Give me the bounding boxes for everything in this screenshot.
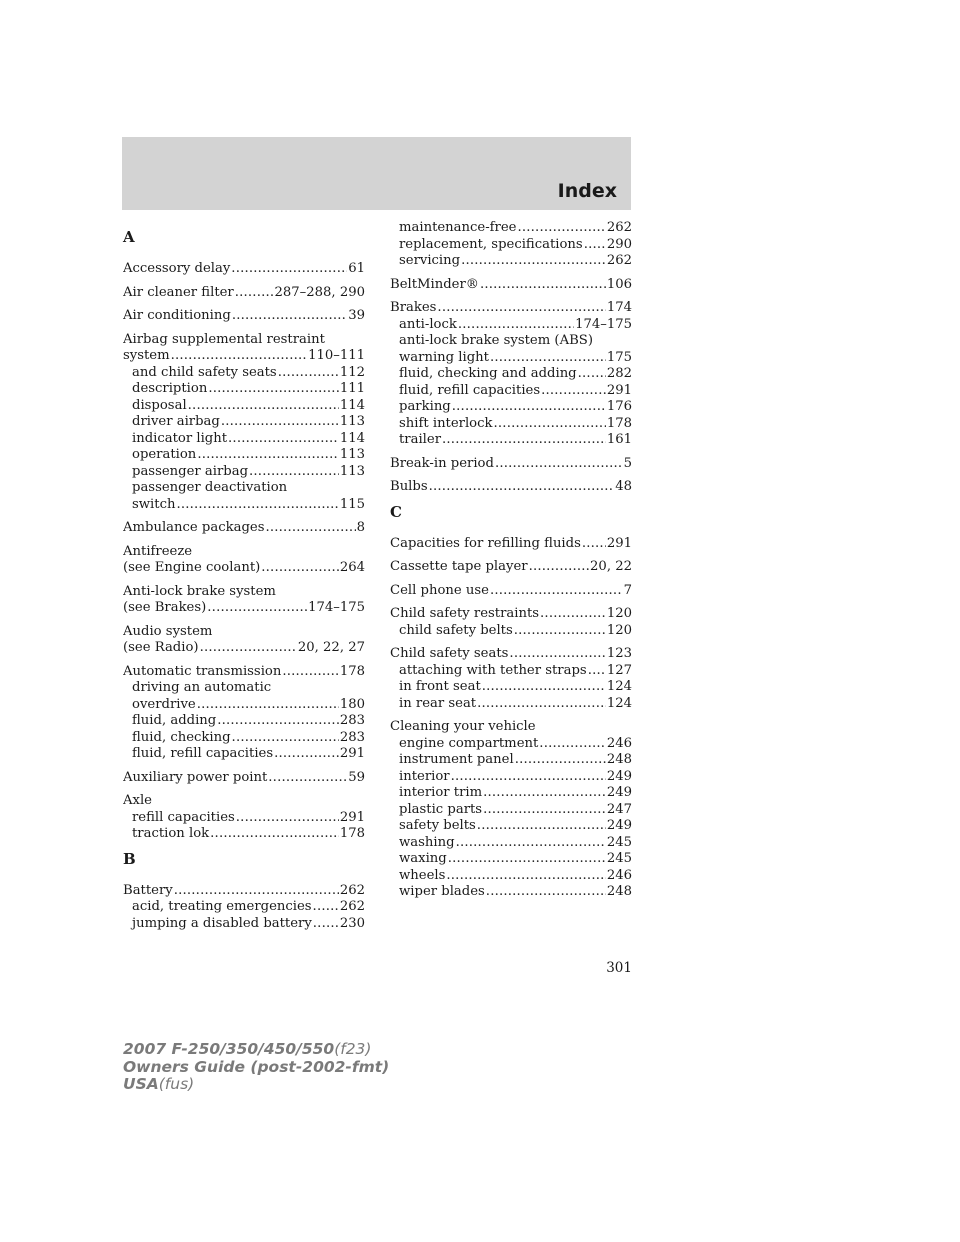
dot-leader (274, 746, 339, 763)
index-entry (123, 770, 365, 787)
index-subentry-line (123, 746, 365, 763)
dot-leader (458, 317, 574, 334)
dot-leader (540, 606, 606, 623)
entry-label: fluid, adding (132, 713, 217, 728)
dot-leader (588, 663, 606, 680)
entry-label: wheels (399, 867, 446, 883)
entry-label: maintenance-free (399, 220, 517, 235)
dot-leader (232, 730, 339, 747)
index-entry-line (123, 520, 365, 537)
entry-page-ref: 61 (348, 261, 365, 276)
entry-page-ref: 262 (606, 253, 632, 268)
entry-page-ref: 291 (606, 382, 632, 398)
entry-label: trailer (399, 432, 442, 447)
dot-leader (176, 497, 338, 514)
entry-label: driving an automatic (132, 680, 272, 695)
index-entry (390, 220, 632, 270)
dot-leader (207, 600, 307, 617)
entry-label: (see Radio) (123, 640, 199, 655)
index-subentry-line (123, 810, 365, 827)
index-entry-line (390, 559, 632, 576)
entry-page-ref: 120 (606, 622, 632, 638)
index-entry-line (390, 277, 632, 294)
dot-leader (278, 365, 339, 382)
entry-page-ref: 230 (339, 915, 365, 931)
footer-line-3 (123, 1076, 389, 1094)
entry-label: washing (399, 834, 455, 850)
entry-label: Ambulance packages (123, 520, 265, 535)
dot-leader (509, 646, 605, 663)
index-entry (390, 277, 632, 294)
entry-page-ref: 7 (623, 582, 632, 598)
dot-leader (171, 348, 307, 365)
entry-page-ref: 127 (606, 662, 632, 678)
index-subentry-line (123, 398, 365, 415)
index-subentry-line (390, 432, 632, 449)
entry-label: plastic parts (399, 801, 483, 817)
dot-leader (231, 261, 347, 278)
entry-label: Cleaning your vehicle (390, 719, 536, 734)
dot-leader (584, 237, 606, 254)
entry-page-ref: 113 (339, 414, 365, 429)
dot-leader (261, 560, 339, 577)
dot-leader (456, 835, 606, 852)
entry-label: Accessory delay (123, 261, 231, 276)
entry-label: jumping a disabled battery (132, 915, 312, 931)
page-title: Index (557, 180, 617, 202)
index-letter-heading: B (123, 849, 136, 868)
entry-label: operation (132, 447, 197, 462)
entry-label: fluid, refill capacities (132, 746, 274, 761)
index-subentry-line (390, 868, 632, 885)
index-column-right (390, 220, 632, 908)
entry-label: shift interlock (399, 415, 493, 431)
index-subentry-line (390, 736, 632, 753)
dot-leader (514, 623, 606, 640)
index-subentry-line (390, 679, 632, 696)
entry-page-ref: 113 (339, 447, 365, 462)
footer-model-code: (f23) (334, 1040, 372, 1058)
index-letter-heading: A (123, 228, 135, 246)
entry-label: traction lok (132, 826, 210, 841)
index-subentry-line (390, 785, 632, 802)
index-entry (123, 793, 365, 843)
index-subentry-line (390, 333, 632, 350)
index-subentry-line (390, 696, 632, 713)
dot-leader (494, 416, 606, 433)
entry-page-ref: 283 (339, 713, 365, 728)
entry-label: anti-lock (399, 316, 457, 332)
index-entry-line (390, 646, 632, 663)
entry-label: wiper blades (399, 884, 485, 899)
entry-label: interior trim (399, 785, 483, 800)
index-entry (390, 456, 632, 473)
index-subentry-line (123, 497, 365, 514)
index-entry-line (123, 793, 365, 810)
dot-leader (208, 381, 339, 398)
index-entry-line (123, 285, 365, 302)
index-entry-line (123, 664, 365, 681)
index-entry-line (123, 640, 365, 657)
index-subentry-line (123, 680, 365, 697)
index-entry-line (390, 456, 632, 473)
entry-page-ref: 262 (339, 899, 365, 914)
entry-page-ref: 283 (339, 729, 365, 745)
entry-label: passenger deactivation (132, 480, 288, 495)
index-entry-line (123, 560, 365, 577)
entry-page-ref: 5 (623, 455, 632, 471)
entry-label: Child safety seats (390, 646, 509, 661)
index-subentry-line (123, 464, 365, 481)
index-entry (390, 536, 632, 553)
dot-leader (461, 253, 606, 270)
entry-label: (see Engine coolant) (123, 560, 261, 575)
entry-label: parking (399, 399, 451, 414)
index-subentry-line (123, 365, 365, 382)
dot-leader (282, 664, 338, 681)
entry-page-ref: 282 (606, 366, 632, 381)
index-entry-line (390, 583, 632, 600)
index-entry-line (390, 719, 632, 736)
entry-label: engine compartment (399, 735, 539, 751)
dot-leader (477, 696, 606, 713)
entry-label: servicing (399, 253, 461, 268)
index-subentry-line (123, 447, 365, 464)
index-subentry-line (390, 253, 632, 270)
dot-leader (197, 697, 339, 714)
entry-page-ref: 124 (606, 679, 632, 694)
entry-page-ref: 174–175 (308, 600, 365, 615)
index-subentry-line (123, 713, 365, 730)
index-subentry-line (390, 350, 632, 367)
dot-leader (268, 770, 347, 787)
entry-page-ref: 247 (606, 801, 632, 817)
entry-page-ref: 106 (606, 276, 632, 292)
index-entry-line (390, 300, 632, 317)
entry-page-ref: 178 (339, 663, 365, 679)
entry-page-ref: 111 (339, 381, 365, 396)
entry-label: Auxiliary power point (123, 769, 268, 785)
index-entry (123, 624, 365, 657)
index-subentry-line (390, 399, 632, 416)
index-entry-line (123, 600, 365, 617)
index-subentry-line (390, 663, 632, 680)
dot-leader (442, 432, 606, 449)
entry-page-ref: 248 (606, 884, 632, 899)
index-subentry-line (390, 317, 632, 334)
entry-page-ref: 291 (339, 746, 365, 761)
entry-page-ref: 249 (606, 785, 632, 800)
index-entry (390, 583, 632, 600)
entry-label: driver airbag (132, 414, 220, 429)
index-entry (123, 332, 365, 514)
entry-page-ref: 290 (606, 236, 632, 252)
dot-leader (517, 220, 605, 237)
entry-label: passenger airbag (132, 463, 249, 479)
entry-label: Child safety restraints (390, 606, 540, 621)
index-entry-line (123, 624, 365, 641)
entry-label: Antifreeze (123, 543, 193, 559)
index-entry (123, 664, 365, 763)
page-number: 301 (606, 960, 632, 976)
dot-leader (446, 868, 605, 885)
dot-leader (539, 736, 606, 753)
entry-label: Cell phone use (390, 582, 489, 598)
entry-page-ref: 48 (615, 479, 632, 494)
index-subentry-line (390, 818, 632, 835)
dot-leader (265, 520, 355, 537)
index-column-left (123, 224, 365, 939)
footer-market: USA (123, 1075, 159, 1093)
index-entry (390, 300, 632, 449)
index-entry-line (123, 584, 365, 601)
index-entry (123, 285, 365, 302)
entry-page-ref: 8 (356, 520, 365, 535)
entry-page-ref: 245 (606, 834, 632, 850)
entry-page-ref: 110–111 (308, 348, 365, 363)
entry-page-ref: 176 (606, 399, 632, 414)
entry-label: BeltMinder® (390, 276, 479, 292)
entry-label: in front seat (399, 679, 481, 694)
index-subentry-line (123, 916, 365, 933)
dot-leader (249, 464, 339, 481)
dot-leader (582, 536, 606, 553)
entry-label: child safety belts (399, 622, 513, 638)
index-subentry-line (390, 835, 632, 852)
index-entry-line (390, 606, 632, 623)
dot-leader (235, 285, 274, 302)
index-entry (123, 520, 365, 537)
index-entry (390, 719, 632, 901)
entry-label: acid, treating emergencies (132, 899, 312, 914)
dot-leader (452, 399, 606, 416)
index-entry (123, 544, 365, 577)
entry-page-ref: 262 (606, 220, 632, 235)
index-entry (123, 308, 365, 325)
index-entry-line (390, 479, 632, 496)
index-entry-line (123, 261, 365, 278)
entry-page-ref: 262 (339, 882, 365, 898)
entry-label: Bulbs (390, 479, 428, 494)
entry-page-ref: 264 (339, 560, 365, 575)
index-entry-line (123, 348, 365, 365)
dot-leader (483, 785, 606, 802)
index-subentry-line (123, 414, 365, 431)
index-entry-line (123, 332, 365, 349)
entry-label: anti-lock brake system (ABS) (399, 333, 593, 348)
index-subentry-line (390, 623, 632, 640)
dot-leader (228, 431, 339, 448)
entry-page-ref: 39 (348, 308, 365, 323)
footer-market-code: (fus) (158, 1075, 195, 1093)
entry-label: Audio system (123, 623, 213, 639)
entry-page-ref: 120 (606, 606, 632, 621)
entry-label: switch (132, 496, 176, 512)
entry-label: Automatic transmission (123, 663, 282, 679)
footer-guide: Owners Guide (post-2002-fmt) (123, 1057, 390, 1076)
entry-page-ref: 161 (606, 432, 632, 447)
dot-leader (529, 559, 589, 576)
entry-label: Break-in period (390, 455, 494, 471)
dot-leader (482, 679, 606, 696)
dot-leader (515, 752, 606, 769)
index-subentry-line (123, 826, 365, 843)
index-subentry-line (390, 851, 632, 868)
entry-label: fluid, checking (132, 729, 231, 745)
entry-page-ref: 174 (606, 300, 632, 315)
dot-leader (477, 818, 606, 835)
entry-label: instrument panel (399, 752, 514, 767)
dot-leader (490, 583, 623, 600)
dot-leader (483, 802, 606, 819)
index-subentry-line (390, 752, 632, 769)
entry-label: attaching with tether straps (399, 662, 587, 678)
dot-leader (232, 308, 347, 325)
entry-page-ref: 114 (339, 397, 365, 413)
entry-label: waxing (399, 851, 447, 866)
entry-page-ref: 115 (339, 496, 365, 512)
entry-label: Anti-lock brake system (123, 583, 276, 599)
index-subentry-line (390, 769, 632, 786)
entry-label: Airbag supplemental restraint (123, 331, 325, 347)
entry-label: Axle (123, 793, 152, 808)
dot-leader (448, 851, 606, 868)
entry-label: safety belts (399, 818, 476, 833)
entry-label: refill capacities (132, 809, 235, 825)
index-subentry-line (390, 383, 632, 400)
entry-label: disposal (132, 397, 187, 413)
index-entry (123, 261, 365, 278)
entry-page-ref: 291 (339, 809, 365, 825)
footer-line-2 (123, 1059, 389, 1077)
footer-line-1 (123, 1041, 389, 1059)
entry-label: replacement, specifications (399, 236, 583, 252)
entry-page-ref: 180 (339, 696, 365, 712)
entry-page-ref: 287–288, 290 (274, 284, 365, 300)
entry-label: Capacities for refilling fluids (390, 535, 581, 551)
dot-leader (217, 713, 339, 730)
index-entry (390, 606, 632, 639)
index-subentry-line (123, 381, 365, 398)
entry-label: Cassette tape player (390, 559, 528, 574)
dot-leader (313, 916, 339, 933)
entry-label: Air conditioning (123, 308, 231, 323)
dot-leader (429, 479, 615, 496)
index-entry (123, 584, 365, 617)
entry-label: interior (399, 768, 450, 784)
index-letter-heading: C (390, 502, 402, 521)
index-entry (123, 883, 365, 933)
dot-leader (541, 383, 606, 400)
dot-leader (210, 826, 339, 843)
index-subentry-line (390, 884, 632, 901)
dot-leader (200, 640, 297, 657)
entry-page-ref: 249 (606, 768, 632, 784)
entry-label: (see Brakes) (123, 600, 207, 615)
index-entry-line (123, 770, 365, 787)
index-subentry-line (123, 480, 365, 497)
entry-page-ref: 178 (339, 826, 365, 841)
entry-page-ref: 124 (606, 695, 632, 711)
entry-label: and child safety seats (132, 364, 277, 380)
entry-page-ref: 113 (339, 463, 365, 479)
entry-page-ref: 123 (606, 646, 632, 661)
entry-label: indicator light (132, 430, 228, 446)
index-subentry-line (390, 366, 632, 383)
entry-page-ref: 175 (606, 349, 632, 365)
header-band (122, 137, 631, 210)
entry-label: Air cleaner filter (123, 284, 234, 300)
dot-leader (188, 398, 339, 415)
index-entry-line (123, 883, 365, 900)
entry-label: Brakes (390, 300, 437, 315)
index-subentry-line (390, 416, 632, 433)
dot-leader (221, 414, 339, 431)
entry-page-ref: 114 (339, 430, 365, 446)
entry-label: overdrive (132, 696, 196, 712)
entry-page-ref: 178 (606, 415, 632, 431)
dot-leader (197, 447, 339, 464)
index-entry (390, 479, 632, 496)
index-entry-line (123, 308, 365, 325)
dot-leader (486, 884, 606, 901)
index-subentry-line (123, 697, 365, 714)
index-entry-line (123, 544, 365, 561)
dot-leader (495, 456, 623, 473)
dot-leader (480, 277, 606, 294)
entry-page-ref: 248 (606, 752, 632, 767)
index-subentry-line (390, 802, 632, 819)
footer-model: 2007 F-250/350/450/550 (123, 1040, 335, 1058)
entry-page-ref: 291 (606, 535, 632, 551)
index-subentry-line (123, 730, 365, 747)
dot-leader (313, 899, 339, 916)
entry-label: system (123, 348, 170, 363)
entry-page-ref: 249 (606, 818, 632, 833)
index-subentry-line (390, 237, 632, 254)
entry-page-ref: 112 (339, 364, 365, 380)
entry-page-ref: 20, 22, 27 (297, 640, 365, 655)
entry-label: warning light (399, 349, 489, 365)
index-subentry-line (123, 899, 365, 916)
entry-label: description (132, 381, 208, 396)
index-entry (390, 559, 632, 576)
entry-page-ref: 174–175 (575, 316, 632, 332)
entry-page-ref: 20, 22 (590, 559, 632, 574)
dot-leader (236, 810, 339, 827)
index-entry-line (390, 536, 632, 553)
entry-label: fluid, checking and adding (399, 366, 577, 381)
entry-page-ref: 246 (606, 867, 632, 883)
dot-leader (490, 350, 606, 367)
entry-page-ref: 245 (606, 851, 632, 866)
entry-page-ref: 59 (348, 769, 365, 785)
entry-label: in rear seat (399, 695, 477, 711)
entry-page-ref: 246 (606, 735, 632, 751)
dot-leader (437, 300, 605, 317)
entry-label: fluid, refill capacities (399, 382, 541, 398)
footer (123, 1041, 389, 1094)
entry-label: Battery (123, 882, 173, 898)
dot-leader (578, 366, 606, 383)
index-subentry-line (390, 220, 632, 237)
dot-leader (451, 769, 606, 786)
index-entry (390, 646, 632, 712)
dot-leader (174, 883, 339, 900)
index-subentry-line (123, 431, 365, 448)
